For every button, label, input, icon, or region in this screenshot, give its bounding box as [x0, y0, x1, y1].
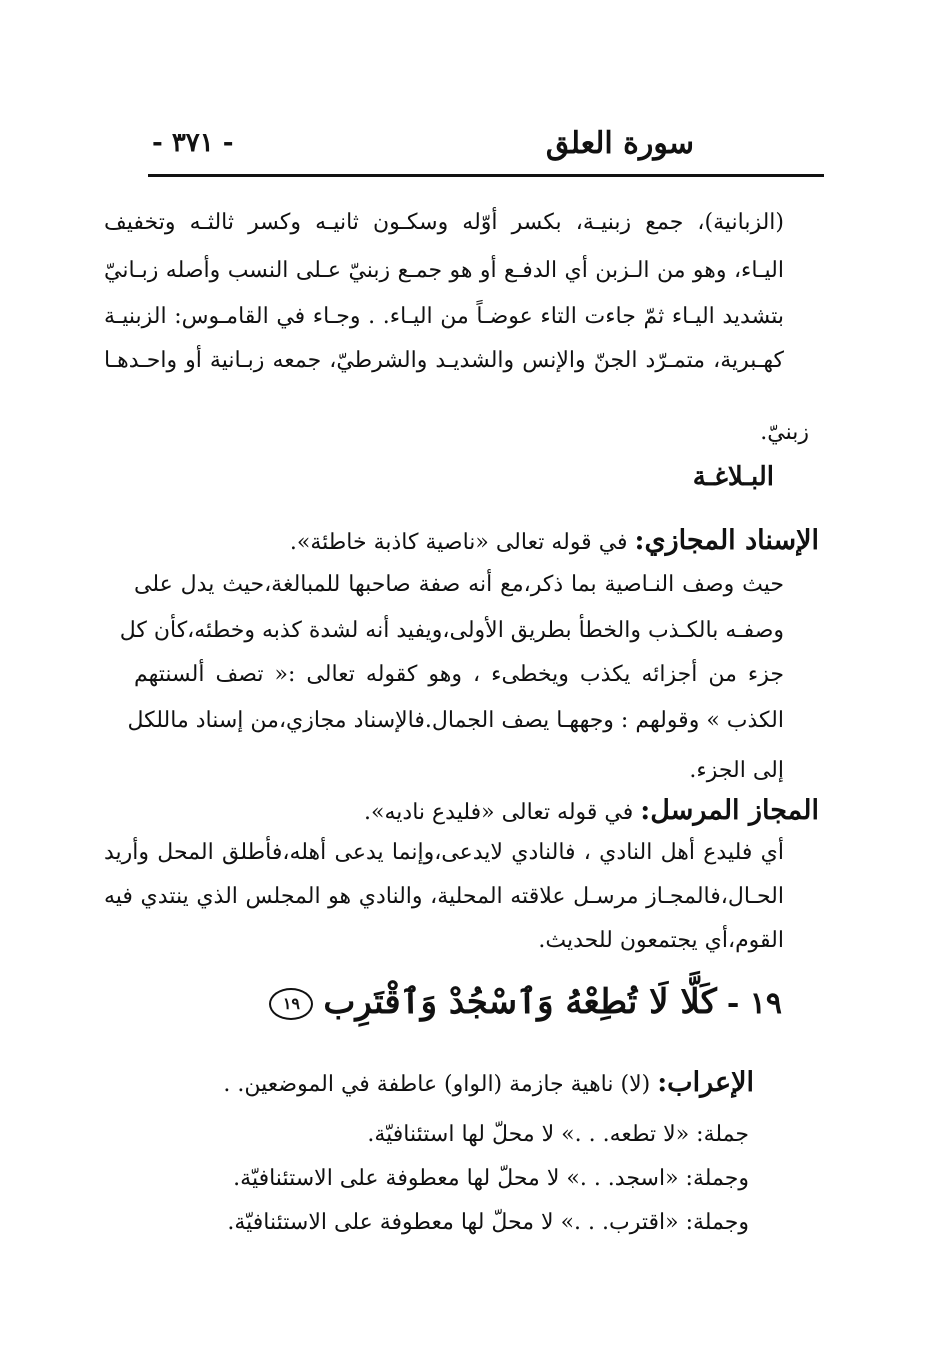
isnad-line: وصفـه بالكـذب والخطأ بطريق الأولى،ويفيد أنه لشدة كذبه وخطئه،كأن كل — [119, 618, 784, 643]
verse-number: ١٩ - — [726, 986, 782, 1021]
isnad-line: حيث وصف النـاصية بما ذكر،مع أنه صفة صاحبها للمبالغة،حيث يدل على — [134, 572, 784, 597]
isnad-line: جزء من أجزائه يكذب ويخطىء ، وهو كقوله تعالى :« تصف ألسنتهم — [134, 662, 784, 687]
header-divider — [148, 174, 824, 177]
irab-line: وجملة: «اقترب. . .» لا محلّ لها معطوفة على الاستئنافيّة. — [227, 1210, 749, 1235]
vocab-line: (الزبانية)، جمع زبنيـة، بكسر أوّله وسكـون ثانيـه وكسر ثالثـه وتخفيف — [104, 210, 784, 235]
isnad-line: إلى الجزء. — [689, 758, 784, 783]
verse-text: كَلَّا لَا تُطِعْهُ وَٱسْجُدْ وَٱقْتَرِب — [323, 982, 717, 1022]
mursal-term: المجاز المرسل: — [640, 795, 819, 826]
quran-verse — [269, 972, 782, 1034]
irab-intro: (لا) ناهية جازمة (الواو) عاطفة في الموضعين. . — [223, 1072, 658, 1097]
isnad-line: الكذب » وقولهم : وجههـا يصف الجمال.فالإسناد مجازي،من إسناد ماللكل — [127, 708, 784, 733]
mursal-intro-line — [364, 796, 819, 828]
irab-line: جملة: «لا تطعه. . .» لا محلّ لها استئنافيّة. — [367, 1122, 749, 1147]
isnad-intro: في قوله تعالى «ناصية كاذبة خاطئة». — [289, 530, 635, 555]
mursal-line: أي فليدع أهل النادي ، فالنادي لايدعى،وإنما يدعى أهله،فأطلق المحل وأريد — [104, 840, 784, 865]
isnad-intro-line — [290, 526, 819, 558]
surah-title: سورة العلق — [545, 126, 694, 161]
vocab-line: بتشديد اليـاء ثمّ جاءت التاء عوضـاً من اليـاء. . وجـاء في القامـوس: الزبنيـة — [104, 304, 784, 329]
page-number: - ٣٧١ - — [152, 128, 234, 158]
irab-intro-line — [223, 1068, 754, 1100]
page-header — [148, 118, 824, 174]
isnad-term: الإسناد المجازي: — [634, 525, 819, 556]
vocab-line: اليـاء، وهو من الـزبن أي الدفـع أو هو جمـع زبنيّ عـلى النسب وأصله زبـانيّ — [104, 258, 784, 283]
ayah-end-marker: ١٩ — [269, 988, 313, 1020]
mursal-line: الحـال،فالمجـاز مرسـل علاقته المحلية، والنادي هو المجلس الذي ينتدي فيه — [104, 884, 784, 909]
irab-line: وجملة: «اسجد. . .» لا محلّ لها معطوفة على الاستئنافيّة. — [233, 1166, 749, 1191]
vocab-line: زبنيّ. — [760, 420, 809, 445]
vocab-line: كهـبرية، متمـرّد الجنّ والإنس والشديـد والشرطيّ، جمعه زبـانية أو واحـدهـا — [104, 348, 784, 373]
irab-term: الإعراب: — [657, 1067, 754, 1098]
section-heading-balagha: البـلاغـة — [692, 462, 774, 492]
mursal-intro: في قوله تعالى «فليدع ناديه». — [364, 800, 641, 825]
mursal-line: القوم،أي يجتمعون للحديث. — [538, 928, 784, 953]
